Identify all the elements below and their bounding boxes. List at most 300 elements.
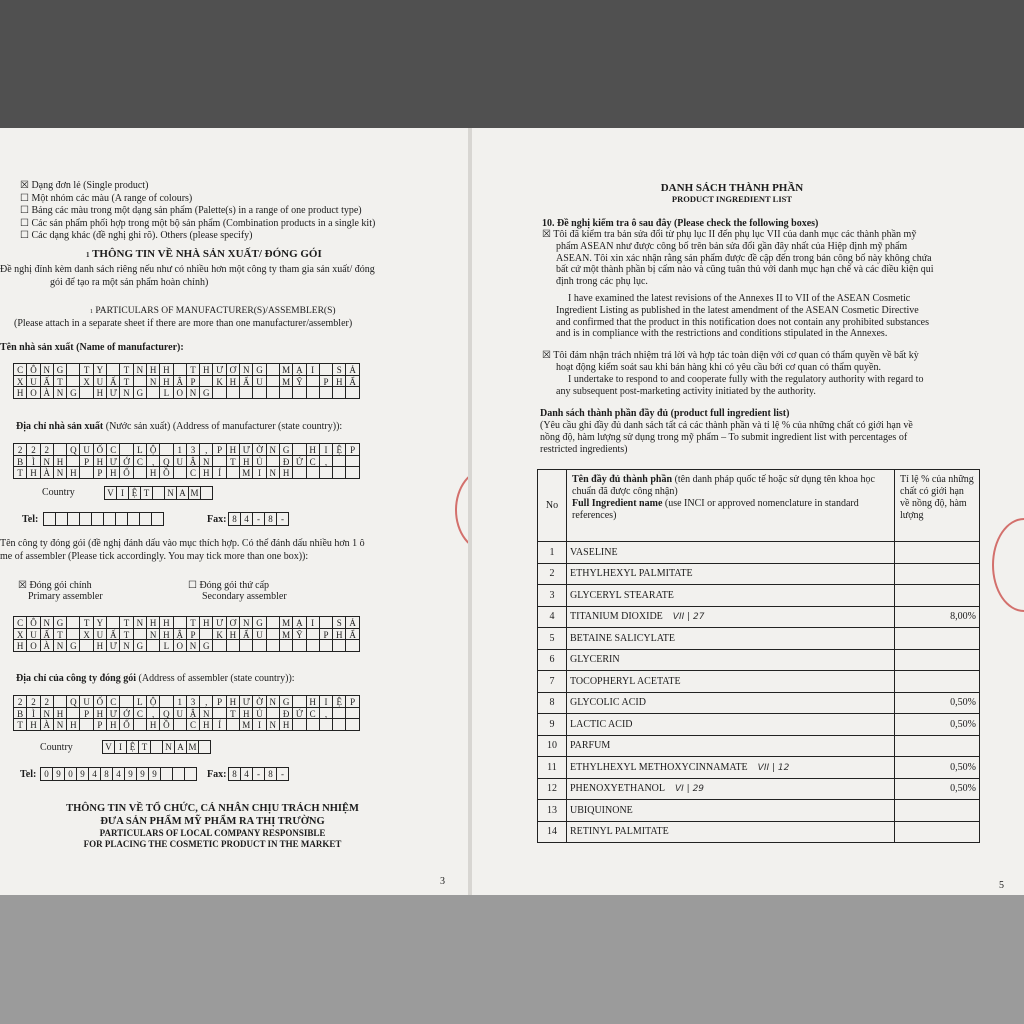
grid-cell: O: [173, 639, 187, 652]
grid-cell: H: [226, 443, 240, 456]
grid-cell: T: [226, 455, 240, 468]
digit-cell: -: [276, 512, 289, 526]
secondary-assembler-checkbox: ☐ Đóng gói thứ cấp Secondary assembler: [188, 580, 287, 602]
grid-cell: P: [345, 443, 359, 456]
table-row: [538, 671, 980, 693]
ingredient-no: 2: [538, 563, 567, 585]
grid-cell: [226, 639, 240, 652]
grid-cell: H: [93, 455, 107, 468]
table-row: [538, 757, 980, 779]
grid-cell: C: [133, 455, 147, 468]
grid-cell: H: [146, 466, 160, 479]
grid-cell: U: [173, 707, 187, 720]
handwritten-note: VI | 29: [675, 784, 705, 795]
assembler-address-label: Địa chỉ của công ty đóng gói (Address of assembler (state country)):: [16, 673, 295, 684]
grid-cell: ,: [199, 443, 213, 456]
ingredient-percentage: 0,50%: [895, 757, 980, 779]
grid-cell: ,: [319, 455, 333, 468]
option-others: ☐ Các dạng khác (đề nghị ghi rõ). Others (please specify): [20, 230, 253, 242]
ingredient-name-text: BETAINE SALICYLATE: [570, 632, 676, 644]
grid-cell: 2: [26, 443, 40, 456]
grid-cell: H: [239, 455, 253, 468]
ingredient-name-text: RETINYL PALMITATE: [570, 826, 669, 838]
fax-label-2: Fax:: [207, 769, 227, 780]
ingredient-no: 1: [538, 542, 567, 564]
grid-cell: [79, 466, 93, 479]
grid-cell: U: [26, 375, 40, 388]
digit-cell: M: [186, 740, 199, 754]
grid-cell: H: [199, 466, 213, 479]
country-label-2: Country: [40, 742, 73, 753]
option-single: ☒ Dạng đơn lẻ (Single product): [20, 180, 149, 191]
grid-cell: H: [26, 718, 40, 731]
grid-cell: H: [53, 707, 67, 720]
table-row: [538, 778, 980, 800]
table-row: [538, 714, 980, 736]
grid-cell: Ô: [26, 363, 40, 376]
grid-cell: Ệ: [332, 443, 346, 456]
grid-cell: 3: [186, 695, 200, 708]
ingredient-no: 11: [538, 757, 567, 779]
grid-cell: P: [345, 695, 359, 708]
grid-cell: N: [146, 628, 160, 641]
tel-label-2: Tel:: [20, 769, 37, 780]
check1-vn: ☒ Tôi đã kiểm tra bản sửa đổi từ phụ lục II đến phụ lục VII của danh mục các thành phần mỹ phẩm ASEAN như được công bố trên bản sửa đổi gần đây nhất của Hiệp định mỹ phẩm ASEAN. Tôi xin xác nhận rằng sản phẩm được đề cập đến trong bản công bố này không chứa bất cứ một thành phần bị cấm nào và cũng tuân thủ với danh mục hạn chế và các điều kiện qui định trong các phụ lục.: [542, 229, 934, 288]
ingredient-no: 8: [538, 692, 567, 714]
grid-cell: L: [133, 443, 147, 456]
ingredient-name: [567, 714, 895, 736]
grid-cell: H: [199, 363, 213, 376]
fax-label: Fax:: [207, 514, 227, 525]
grid-row: [14, 640, 360, 652]
digit-cell: 9: [148, 767, 161, 781]
grid-cell: H: [159, 375, 173, 388]
assembler-label-2: me of assembler (Please tick accordingly. You may tick more than one box)):: [0, 551, 309, 562]
grid-cell: O: [26, 639, 40, 652]
grid-cell: H: [159, 616, 173, 629]
digit-cell: I: [116, 486, 129, 500]
table-row: [538, 563, 980, 585]
ingredient-percentage: [895, 585, 980, 607]
ingredient-name-text: GLYCERIN: [570, 654, 620, 666]
digit-cell: 4: [240, 512, 253, 526]
grid-cell: [292, 466, 306, 479]
grid-cell: [146, 386, 160, 399]
ingredient-percentage: 0,50%: [895, 714, 980, 736]
grid-cell: P: [93, 466, 107, 479]
full-list-heading: Danh sách thành phần đầy đủ (product full ingredient list): [540, 408, 790, 419]
ingredient-no: 5: [538, 628, 567, 650]
grid-cell: Í: [212, 718, 226, 731]
grid-cell: K: [212, 628, 226, 641]
grid-cell: O: [26, 386, 40, 399]
grid-cell: Q: [66, 695, 80, 708]
grid-cell: H: [199, 616, 213, 629]
attach-note-vn-1: Đề nghị đính kèm danh sách riêng nếu như có nhiều hơn một công ty tham gia sản xuất/ đóng: [0, 264, 375, 275]
ingredient-name-text: LACTIC ACID: [570, 718, 633, 730]
grid-cell: I: [252, 718, 266, 731]
ingredient-percentage: [895, 821, 980, 843]
grid-cell: Ấ: [40, 628, 54, 641]
grid-cell: L: [159, 386, 173, 399]
grid-cell: [332, 639, 346, 652]
handwritten-note: VII | 27: [672, 612, 705, 623]
grid-cell: C: [13, 363, 27, 376]
grid-cell: Ư: [212, 616, 226, 629]
grid-cell: Ư: [106, 455, 120, 468]
grid-cell: [252, 639, 266, 652]
grid-cell: 2: [40, 443, 54, 456]
ingredient-no: 13: [538, 800, 567, 822]
digit-cell: -: [276, 767, 289, 781]
table-header-row: [538, 470, 980, 542]
country-label: Country: [42, 487, 75, 498]
grid-cell: N: [186, 386, 200, 399]
ingredient-name: [567, 606, 895, 628]
grid-cell: Q: [159, 707, 173, 720]
grid-cell: T: [13, 718, 27, 731]
grid-cell: Ẩ: [345, 628, 359, 641]
grid-cell: [332, 386, 346, 399]
ingredient-no: 12: [538, 778, 567, 800]
grid-cell: U: [173, 455, 187, 468]
grid-cell: G: [133, 639, 147, 652]
grid-cell: U: [93, 375, 107, 388]
digit-cell: Ệ: [126, 740, 139, 754]
grid-cell: H: [332, 375, 346, 388]
grid-cell: I: [306, 363, 320, 376]
grid-cell: [226, 386, 240, 399]
grid-cell: [292, 718, 306, 731]
digit-cell: A: [174, 740, 187, 754]
check1-en: I have examined the latest revisions of the Annexes II to VII of the ASEAN Cosmetic Ingredient Listing as published in the latest amendment of the ASEAN Cosmetic Directive and confirmed that the product in this notification does not contain any prohibited substances and is in compliance with the restrictions and conditions stipulated in the Annexes.: [556, 293, 929, 340]
grid-cell: S: [332, 363, 346, 376]
grid-cell: Ơ: [226, 616, 240, 629]
ingredient-percentage: 0,50%: [895, 778, 980, 800]
grid-cell: N: [53, 386, 67, 399]
grid-cell: G: [252, 363, 266, 376]
grid-cell: N: [146, 375, 160, 388]
grid-cell: [345, 466, 359, 479]
grid-cell: Ậ: [173, 375, 187, 388]
grid-cell: H: [239, 707, 253, 720]
ingredient-no: 10: [538, 735, 567, 757]
grid-cell: [266, 639, 280, 652]
grid-cell: Ì: [26, 707, 40, 720]
ingredient-no: 3: [538, 585, 567, 607]
fax-field: [229, 512, 289, 526]
ingredient-table-body: [538, 542, 980, 843]
grid-cell: 1: [173, 695, 187, 708]
grid-cell: T: [186, 616, 200, 629]
grid-cell: G: [279, 695, 293, 708]
grid-cell: H: [226, 628, 240, 641]
grid-cell: N: [133, 616, 147, 629]
grid-cell: G: [66, 386, 80, 399]
digit-cell: 0: [40, 767, 53, 781]
grid-cell: C: [186, 718, 200, 731]
table-row: [538, 821, 980, 843]
ingredient-name: [567, 757, 895, 779]
grid-cell: Ư: [106, 386, 120, 399]
grid-cell: [345, 718, 359, 731]
ingredient-name: [567, 692, 895, 714]
grid-cell: H: [13, 386, 27, 399]
grid-cell: Ố: [119, 718, 133, 731]
grid-cell: [319, 718, 333, 731]
grid-cell: Ủ: [252, 455, 266, 468]
grid-cell: [306, 466, 320, 479]
ingredient-percentage: [895, 542, 980, 564]
ingredient-no: 6: [538, 649, 567, 671]
grid-cell: N: [186, 639, 200, 652]
manufacturer-address-label: Địa chỉ nhà sản xuất (Nước sản xuất) (Address of manufacturer (state country)):: [16, 421, 343, 432]
table-row: [538, 585, 980, 607]
grid-cell: [173, 718, 187, 731]
header-percentage: Tỉ lệ % của những chất có giới hạn về nồng độ, hàm lượng: [895, 470, 980, 542]
grid-cell: H: [106, 466, 120, 479]
grid-cell: [279, 386, 293, 399]
grid-cell: G: [66, 639, 80, 652]
digit-cell: -: [252, 767, 265, 781]
grid-cell: N: [266, 695, 280, 708]
ingredient-name-text: VASELINE: [570, 546, 618, 558]
grid-cell: N: [133, 363, 147, 376]
grid-cell: X: [13, 628, 27, 641]
ingredient-name: [567, 821, 895, 843]
background-top: [0, 0, 1024, 128]
digit-cell: 8: [228, 512, 241, 526]
grid-cell: P: [319, 628, 333, 641]
grid-cell: N: [40, 616, 54, 629]
digit-cell: [200, 486, 213, 500]
table-row: [538, 649, 980, 671]
grid-cell: K: [212, 375, 226, 388]
grid-cell: Ỹ: [292, 628, 306, 641]
table-row: [538, 735, 980, 757]
full-list-note: (Yêu cầu ghi đầy đủ danh sách tất cả các thành phần và tỉ lệ % của những chất có giới hạn về nồng độ, hàm lượng sử dụng trong mỹ phẩm – To submit ingredient list with percentages of restricted ingredients): [540, 420, 913, 455]
grid-cell: Đ: [279, 707, 293, 720]
digit-cell: 9: [124, 767, 137, 781]
grid-cell: T: [13, 466, 27, 479]
tel-field: [44, 512, 164, 526]
grid-cell: Ơ: [226, 363, 240, 376]
grid-cell: T: [119, 616, 133, 629]
assembler-address-grid: [14, 696, 360, 731]
check2-en: I undertake to respond to and cooperate fully with the regulatory authority with regard to any subsequent post-marketing activity initiated by the authority.: [556, 374, 924, 397]
grid-cell: Ạ: [292, 363, 306, 376]
digit-cell: -: [252, 512, 265, 526]
digit-cell: 4: [88, 767, 101, 781]
grid-cell: B: [13, 707, 27, 720]
grid-cell: M: [279, 363, 293, 376]
grid-cell: Ờ: [252, 443, 266, 456]
product-type-options: [20, 180, 375, 243]
grid-cell: [79, 639, 93, 652]
grid-cell: H: [146, 616, 160, 629]
ingredient-percentage: [895, 800, 980, 822]
grid-cell: Ộ: [146, 443, 160, 456]
header-no: No: [538, 470, 567, 542]
grid-cell: I: [319, 443, 333, 456]
grid-cell: Ứ: [292, 455, 306, 468]
grid-cell: [345, 386, 359, 399]
grid-cell: P: [79, 455, 93, 468]
grid-cell: L: [159, 639, 173, 652]
digit-cell: 8: [100, 767, 113, 781]
digit-cell: 4: [240, 767, 253, 781]
grid-cell: M: [279, 375, 293, 388]
digit-cell: 8: [264, 767, 277, 781]
left-page: [0, 128, 470, 895]
grid-cell: M: [279, 628, 293, 641]
grid-cell: Ư: [212, 363, 226, 376]
ingredient-no: 4: [538, 606, 567, 628]
grid-row: [14, 719, 360, 731]
grid-cell: H: [159, 628, 173, 641]
grid-cell: T: [53, 375, 67, 388]
ingredient-name-text: PARFUM: [570, 740, 611, 752]
page-number-right: 5: [999, 880, 1004, 891]
attach-note-vn-2: gói để tạo ra một sản phẩm hoàn chỉnh): [50, 277, 209, 288]
digit-cell: A: [176, 486, 189, 500]
grid-cell: [133, 466, 147, 479]
grid-cell: Q: [66, 443, 80, 456]
grid-cell: G: [199, 639, 213, 652]
grid-cell: G: [252, 616, 266, 629]
manufacturer-name-grid: [14, 364, 360, 399]
grid-cell: O: [173, 386, 187, 399]
grid-row: [14, 467, 360, 479]
grid-cell: N: [119, 386, 133, 399]
grid-cell: H: [226, 375, 240, 388]
grid-cell: N: [119, 639, 133, 652]
table-row: [538, 692, 980, 714]
ingredient-name-text: UBIQUINONE: [570, 804, 633, 816]
grid-cell: H: [66, 466, 80, 479]
grid-cell: T: [79, 363, 93, 376]
digit-cell: 4: [112, 767, 125, 781]
grid-cell: H: [146, 718, 160, 731]
grid-cell: P: [212, 695, 226, 708]
grid-cell: P: [93, 718, 107, 731]
grid-cell: Ớ: [119, 707, 133, 720]
ingredient-percentage: 8,00%: [895, 606, 980, 628]
grid-cell: [252, 386, 266, 399]
ingredient-no: 7: [538, 671, 567, 693]
grid-cell: N: [40, 363, 54, 376]
grid-cell: 2: [13, 443, 27, 456]
grid-cell: U: [79, 443, 93, 456]
grid-cell: [173, 466, 187, 479]
grid-cell: N: [266, 718, 280, 731]
ingredient-name-text: TOCOPHERYL ACETATE: [570, 675, 681, 687]
ingredient-name-text: ETHYLHEXYL METHOXYCINNAMATE: [570, 761, 748, 773]
ingredient-percentage: [895, 649, 980, 671]
grid-cell: Ủ: [252, 707, 266, 720]
grid-cell: 1: [173, 443, 187, 456]
digit-cell: 9: [136, 767, 149, 781]
grid-cell: Ấ: [106, 375, 120, 388]
grid-cell: H: [332, 628, 346, 641]
particulars-note: (Please attach in a separate sheet if there are more than one manufacturer/assembler): [14, 318, 353, 329]
grid-cell: G: [199, 386, 213, 399]
grid-cell: H: [66, 718, 80, 731]
grid-cell: N: [40, 455, 54, 468]
ingredient-name: [567, 735, 895, 757]
grid-cell: [133, 718, 147, 731]
grid-cell: U: [252, 375, 266, 388]
digit-cell: Ệ: [128, 486, 141, 500]
grid-row: [14, 387, 360, 399]
grid-cell: ,: [319, 707, 333, 720]
grid-cell: Ô: [26, 616, 40, 629]
grid-cell: Ộ: [146, 695, 160, 708]
grid-cell: L: [133, 695, 147, 708]
grid-cell: I: [306, 616, 320, 629]
grid-cell: Ư: [106, 639, 120, 652]
grid-cell: P: [319, 375, 333, 388]
ingredient-table: [537, 469, 980, 843]
grid-cell: P: [186, 375, 200, 388]
grid-cell: À: [40, 639, 54, 652]
grid-cell: [332, 718, 346, 731]
grid-cell: C: [133, 707, 147, 720]
grid-cell: C: [306, 455, 320, 468]
grid-cell: [319, 639, 333, 652]
grid-cell: T: [79, 616, 93, 629]
grid-cell: [266, 386, 280, 399]
grid-cell: N: [53, 466, 67, 479]
table-row: [538, 606, 980, 628]
country-grid: [105, 486, 213, 500]
ingredient-percentage: [895, 563, 980, 585]
grid-cell: [292, 386, 306, 399]
country-grid-2: [103, 740, 211, 754]
ingredient-no: 9: [538, 714, 567, 736]
grid-cell: G: [53, 363, 67, 376]
ingredient-name: [567, 585, 895, 607]
grid-cell: S: [332, 616, 346, 629]
grid-cell: Ứ: [292, 707, 306, 720]
grid-cell: Ấ: [106, 628, 120, 641]
grid-cell: H: [106, 718, 120, 731]
option-palette: ☐ Bảng các màu trong một dạng sản phẩm (Palette(s) in a range of one product type): [20, 205, 362, 217]
particulars-title: 1 PARTICULARS OF MANUFACTURER(S)/ASSEMBLER(S): [90, 306, 336, 316]
grid-cell: T: [119, 628, 133, 641]
grid-cell: T: [226, 707, 240, 720]
grid-cell: Ư: [239, 443, 253, 456]
grid-cell: Ố: [119, 466, 133, 479]
table-row: [538, 628, 980, 650]
section-title: 1 THÔNG TIN VỀ NHÀ SẢN XUẤT/ ĐÓNG GÓI: [86, 248, 322, 260]
grid-cell: Đ: [279, 455, 293, 468]
ingredient-name-text: PHENOXYETHANOL: [570, 783, 665, 795]
grid-cell: [345, 639, 359, 652]
ingredient-name-text: ETHYLHEXYL PALMITATE: [570, 568, 693, 580]
grid-cell: [239, 639, 253, 652]
ingredient-name: [567, 800, 895, 822]
grid-cell: X: [79, 628, 93, 641]
ingredient-no: 14: [538, 821, 567, 843]
grid-cell: Ậ: [186, 707, 200, 720]
ingredient-percentage: [895, 735, 980, 757]
grid-cell: ,: [146, 455, 160, 468]
grid-cell: H: [53, 455, 67, 468]
digit-cell: 9: [52, 767, 65, 781]
grid-cell: Ẩ: [239, 628, 253, 641]
grid-cell: P: [79, 707, 93, 720]
